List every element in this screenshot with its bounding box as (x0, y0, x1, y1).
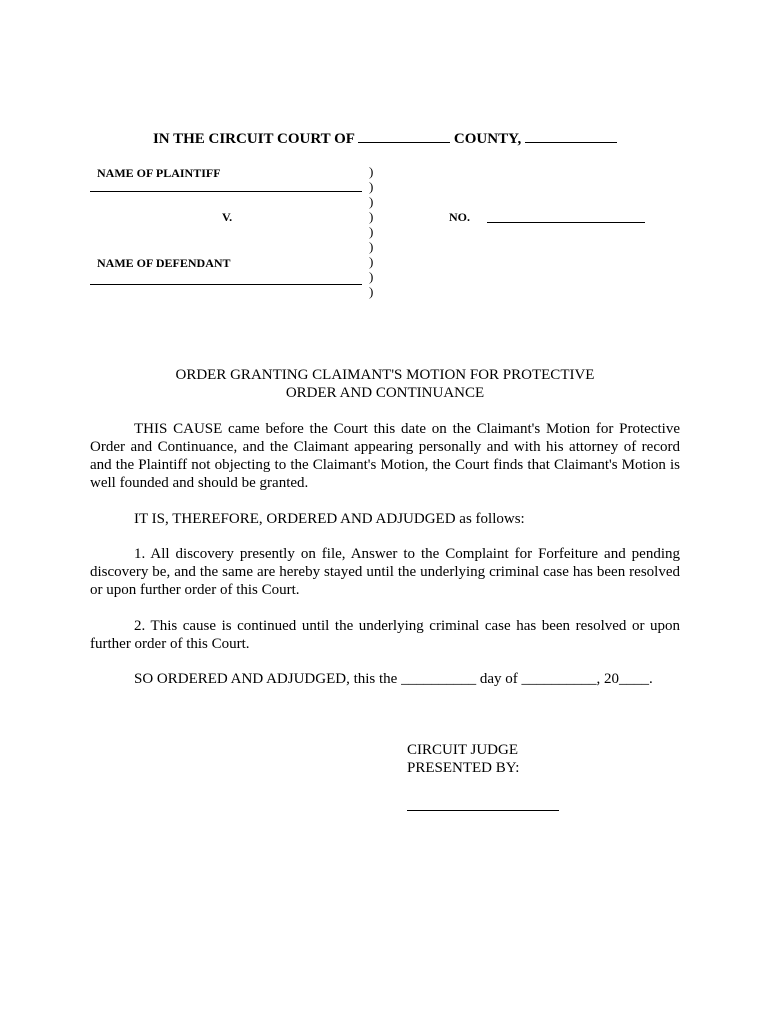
court-prefix: IN THE CIRCUIT COURT OF (152, 131, 355, 147)
order-title-line-1: ORDER GRANTING CLAIMANT'S MOTION FOR PROTECTIVE (175, 367, 595, 383)
paren: ) (369, 194, 374, 209)
state-blank[interactable] (525, 128, 617, 143)
so-ordered-line: SO ORDERED AND ADJUDGED, this the __________ day of __________, 20____. (134, 671, 653, 687)
case-number-line[interactable] (487, 222, 645, 223)
versus-label: V. (222, 210, 233, 224)
presented-by-label: PRESENTED BY: (407, 760, 520, 776)
paren: ) (369, 254, 374, 269)
county-name-blank[interactable] (358, 128, 450, 143)
paren: ) (369, 164, 374, 179)
paragraph-item-2: 2. This cause is continued until the underlying criminal case has been resolved or upon further order of this Court. (90, 618, 680, 652)
caption-parenthesis-column (369, 164, 373, 299)
paren: ) (369, 224, 374, 239)
circuit-judge-label: CIRCUIT JUDGE (407, 742, 518, 758)
case-number-label: NO. (449, 210, 470, 224)
defendant-label: NAME OF DEFENDANT (97, 256, 231, 270)
court-heading (0, 128, 770, 148)
order-title-line-2: ORDER AND CONTINUANCE (285, 385, 485, 401)
plaintiff-name-line[interactable] (90, 191, 362, 192)
paren: ) (369, 239, 374, 254)
paragraph-item-1: 1. All discovery presently on file, Answer to the Complaint for Forfeiture and pending discovery be, and the same are hereby stayed until the underlying criminal case has been resolved or upon further order of this Court. (90, 546, 680, 598)
presenter-signature-line[interactable] (407, 810, 559, 811)
paragraph-cause: THIS CAUSE came before the Court this date on the Claimant's Motion for Protective Order and Continuance, and the Claimant appearing personally and with his attorney of record and the Plaintiff not objecting to the Claimant's Motion, the Court finds that Claimant's Motion is well founded and should be granted. (90, 421, 680, 491)
paragraph-ordered: IT IS, THEREFORE, ORDERED AND ADJUDGED as follows: (134, 511, 525, 527)
paren: ) (369, 269, 374, 284)
plaintiff-label: NAME OF PLAINTIFF (97, 166, 221, 180)
paren: ) (369, 284, 374, 299)
defendant-name-line[interactable] (90, 284, 362, 285)
paren: ) (369, 179, 374, 194)
county-label: COUNTY, (453, 131, 522, 147)
paren: ) (369, 209, 374, 224)
